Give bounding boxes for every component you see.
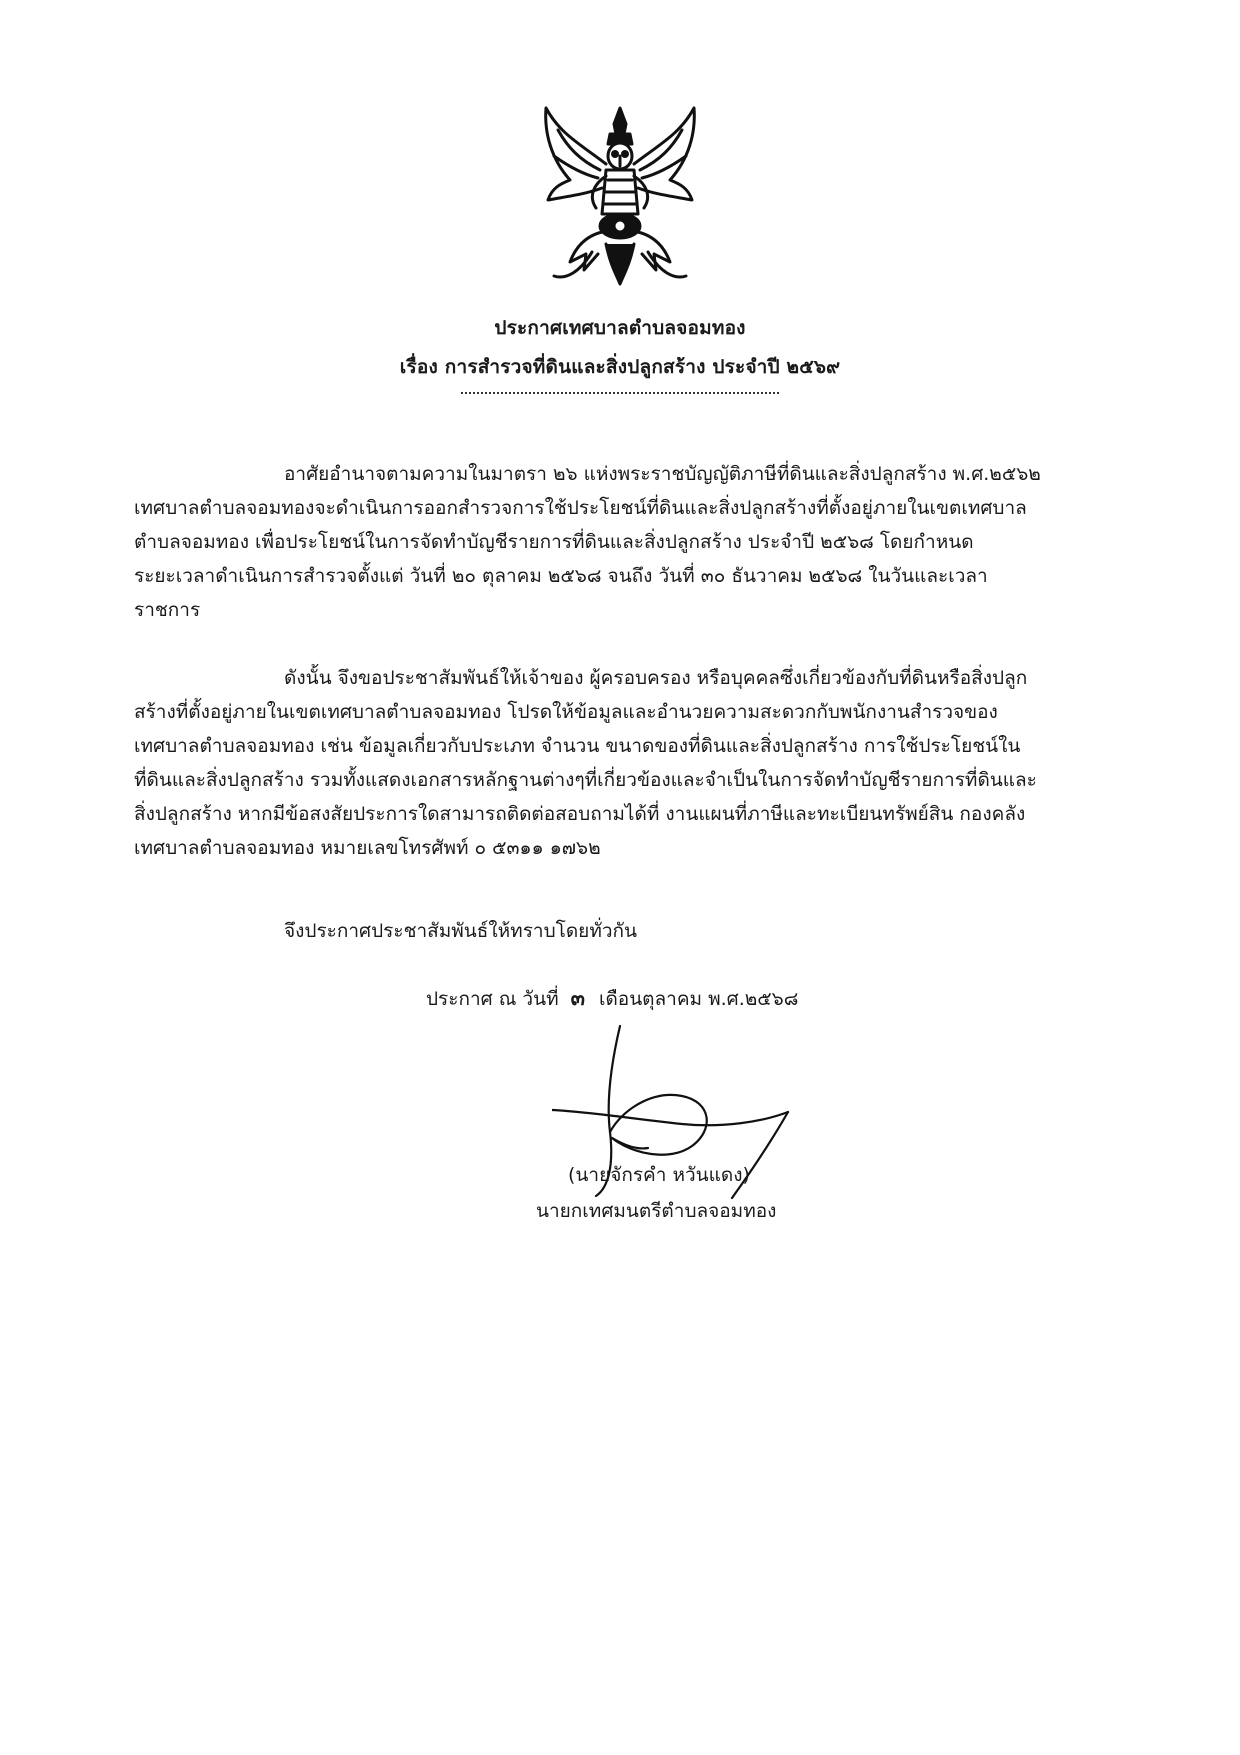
signer-name: (นายจักรคำ หวันแดง) (568, 1164, 750, 1186)
announcement-subject: เรื่อง การสำรวจที่ดินและสิ่งปลูกสร้าง ประจำปี ๒๕๖๙ (399, 356, 841, 378)
paragraph-line: อาศัยอำนาจตามความในมาตรา ๒๖ แห่งพระราชบัญญัติภาษีที่ดินและสิ่งปลูกสร้าง พ.ศ.๒๕๖๒ (284, 463, 1041, 485)
signer-title: นายกเทศมนตรีตำบลจอมทอง (536, 1200, 777, 1222)
paragraph-line: ตำบลจอมทอง เพื่อประโยชน์ในการจัดทำบัญชีรายการที่ดินและสิ่งปลูกสร้าง ประจำปี ๒๕๖๘ โดยกำหนด (134, 531, 974, 553)
date-day: ๓ (570, 986, 585, 1010)
announcement-date (426, 982, 798, 1015)
dotted-divider (461, 392, 779, 394)
paragraph-line: ระยะเวลาดำเนินการสำรวจตั้งแต่ วันที่ ๒๐ ตุลาคม ๒๕๖๘ จนถึง วันที่ ๓๐ ธันวาคม ๒๕๖๘ ในวันและเวลา (134, 565, 988, 587)
date-prefix: ประกาศ ณ วันที่ (426, 988, 559, 1010)
date-suffix: เดือนตุลาคม พ.ศ.๒๕๖๘ (598, 988, 799, 1010)
paragraph-line: ดังนั้น จึงขอประชาสัมพันธ์ให้เจ้าของ ผู้ครอบครอง หรือบุคคลซึ่งเกี่ยวข้องกับที่ดินหรือสิ่งปลูก (284, 667, 1028, 689)
paragraph-line: ที่ดินและสิ่งปลูกสร้าง รวมทั้งแสดงเอกสารหลักฐานต่างๆที่เกี่ยวข้องและจำเป็นในการจัดทำบัญชีรายการที่ดินและ (134, 769, 1037, 791)
paragraph-line: สิ่งปลูกสร้าง หากมีข้อสงสัยประการใดสามารถติดต่อสอบถามได้ที่ งานแผนที่ภาษีและทะเบียนทรัพย์สิน กองคลัง (134, 803, 1026, 825)
paragraph-line: สร้างที่ตั้งอยู่ภายในเขตเทศบาลตำบลจอมทอง โปรดให้ข้อมูลและอำนวยความสะดวกกับพนักงานสำรวจของ (134, 701, 998, 723)
paragraph-line: เทศบาลตำบลจอมทองจะดำเนินการออกสำรวจการใช้ประโยชน์ที่ดินและสิ่งปลูกสร้างที่ตั้งอยู่ภายในเขตเทศบาล (134, 497, 1027, 519)
paragraph-line: เทศบาลตำบลจอมทอง หมายเลขโทรศัพท์ ๐ ๕๓๑๑ ๑๗๖๒ (134, 837, 601, 859)
paragraph-line: ราชการ (134, 599, 201, 621)
closing-statement: จึงประกาศประชาสัมพันธ์ให้ทราบโดยทั่วกัน (284, 920, 638, 942)
announcement-agency-title: ประกาศเทศบาลตำบลจอมทอง (494, 317, 746, 339)
paragraph-line: เทศบาลตำบลจอมทอง เช่น ข้อมูลเกี่ยวกับประเภท จำนวน ขนาดของที่ดินและสิ่งปลูกสร้าง การใช้ประโยชน์ใน (134, 735, 1021, 757)
garuda-emblem-icon (540, 104, 700, 288)
